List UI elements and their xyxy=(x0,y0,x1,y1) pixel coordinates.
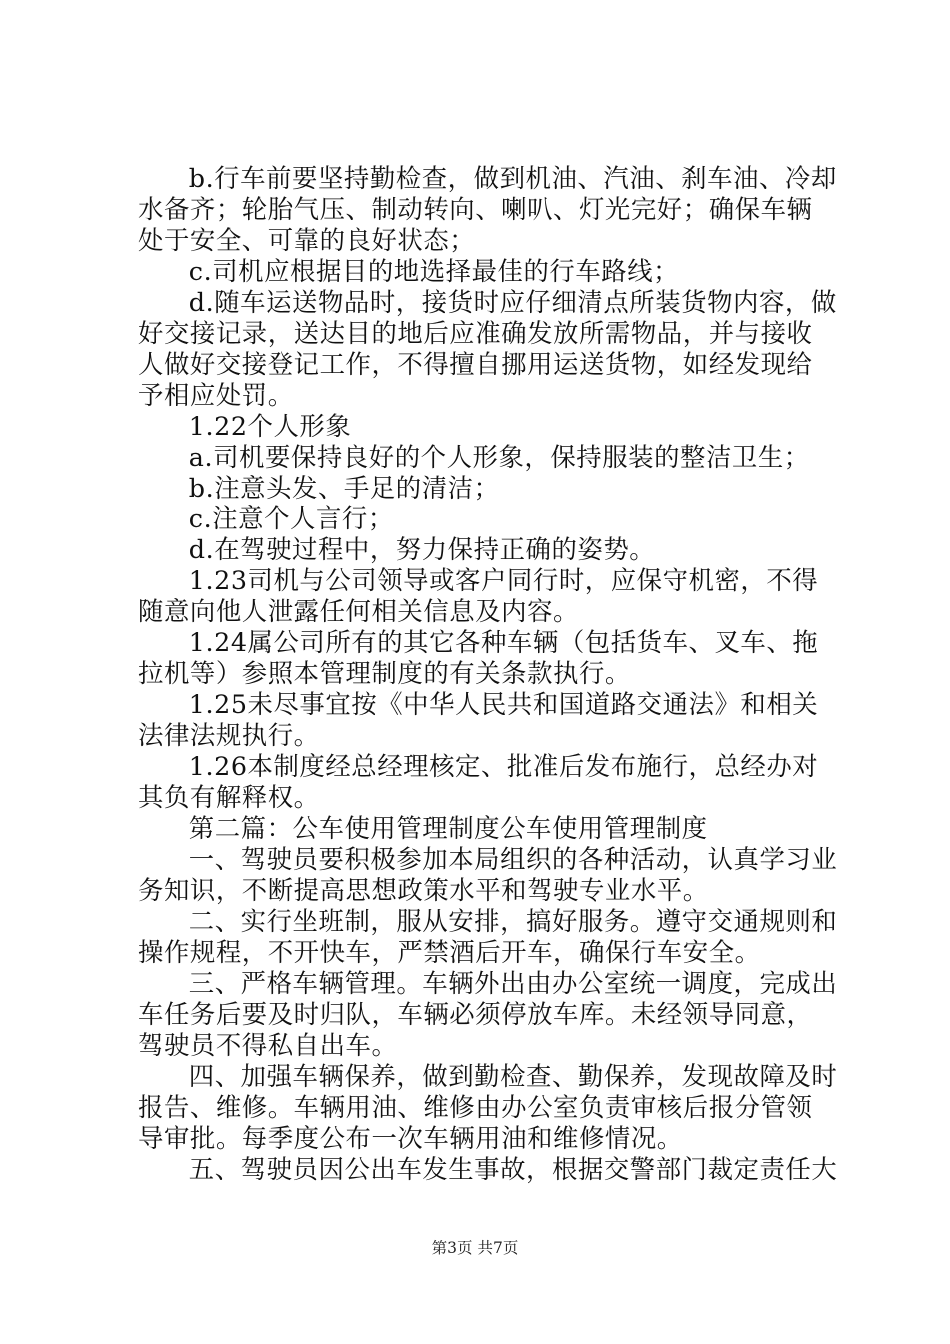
paragraph: 1.24属公司所有的其它各种车辆（包括货车、叉车、拖拉机等）参照本管理制度的有关条款执行。 xyxy=(138,627,819,689)
paragraph: b.注意头发、手足的清洁； xyxy=(188,472,500,503)
page-number-footer: 第3页 共7页 xyxy=(431,1239,519,1257)
paragraph: 1.25未尽事宜按《中华人民共和国道路交通法》和相关法律法规执行。 xyxy=(138,689,819,751)
paragraph: 五、驾驶员因公出车发生事故，根据交警部门裁定责任大 xyxy=(188,1153,838,1184)
paragraph: 1.23司机与公司领导或客户同行时，应保守机密，不得随意向他人泄露任何相关信息及内容。 xyxy=(138,565,819,627)
document-body xyxy=(138,163,838,1184)
paragraph: c.司机应根据目的地选择最佳的行车路线； xyxy=(188,255,680,286)
paragraph: 1.26本制度经总经理核定、批准后发布施行，总经办对其负有解释权。 xyxy=(138,751,819,813)
paragraph: 四、加强车辆保养，做到勤检查、勤保养，发现故障及时报告、维修。车辆用油、维修由办公室负责审核后报分管领导审批。每季度公布一次车辆用油和维修情况。 xyxy=(138,1060,838,1153)
paragraph: d.随车运送物品时，接货时应仔细清点所装货物内容，做好交接记录，送达目的地后应准确发放所需物品，并与接收人做好交接登记工作，不得擅自挪用运送货物，如经发现给予相应处罚。 xyxy=(138,286,837,410)
section-heading: 1.22个人形象 xyxy=(188,410,352,441)
paragraph: c.注意个人言行； xyxy=(188,503,394,534)
chapter-heading: 第二篇：公车使用管理制度公车使用管理制度 xyxy=(188,813,708,844)
paragraph: 三、严格车辆管理。车辆外出由办公室统一调度，完成出车任务后要及时归队，车辆必须停放车库。未经领导同意，驾驶员不得私自出车。 xyxy=(138,967,838,1060)
paragraph: 二、实行坐班制，服从安排，搞好服务。遵守交通规则和操作规程，不开快车，严禁酒后开车，确保行车安全。 xyxy=(138,905,838,967)
paragraph: d.在驾驶过程中，努力保持正确的姿势。 xyxy=(188,534,656,565)
paragraph: b.行车前要坚持勤检查，做到机油、汽油、刹车油、冷却水备齐；轮胎气压、制动转向、喇叭、灯光完好；确保车辆处于安全、可靠的良好状态； xyxy=(138,163,837,255)
paragraph: a.司机要保持良好的个人形象，保持服装的整洁卫生； xyxy=(188,441,810,472)
paragraph: 一、驾驶员要积极参加本局组织的各种活动，认真学习业务知识，不断提高思想政策水平和驾驶专业水平。 xyxy=(138,843,838,905)
